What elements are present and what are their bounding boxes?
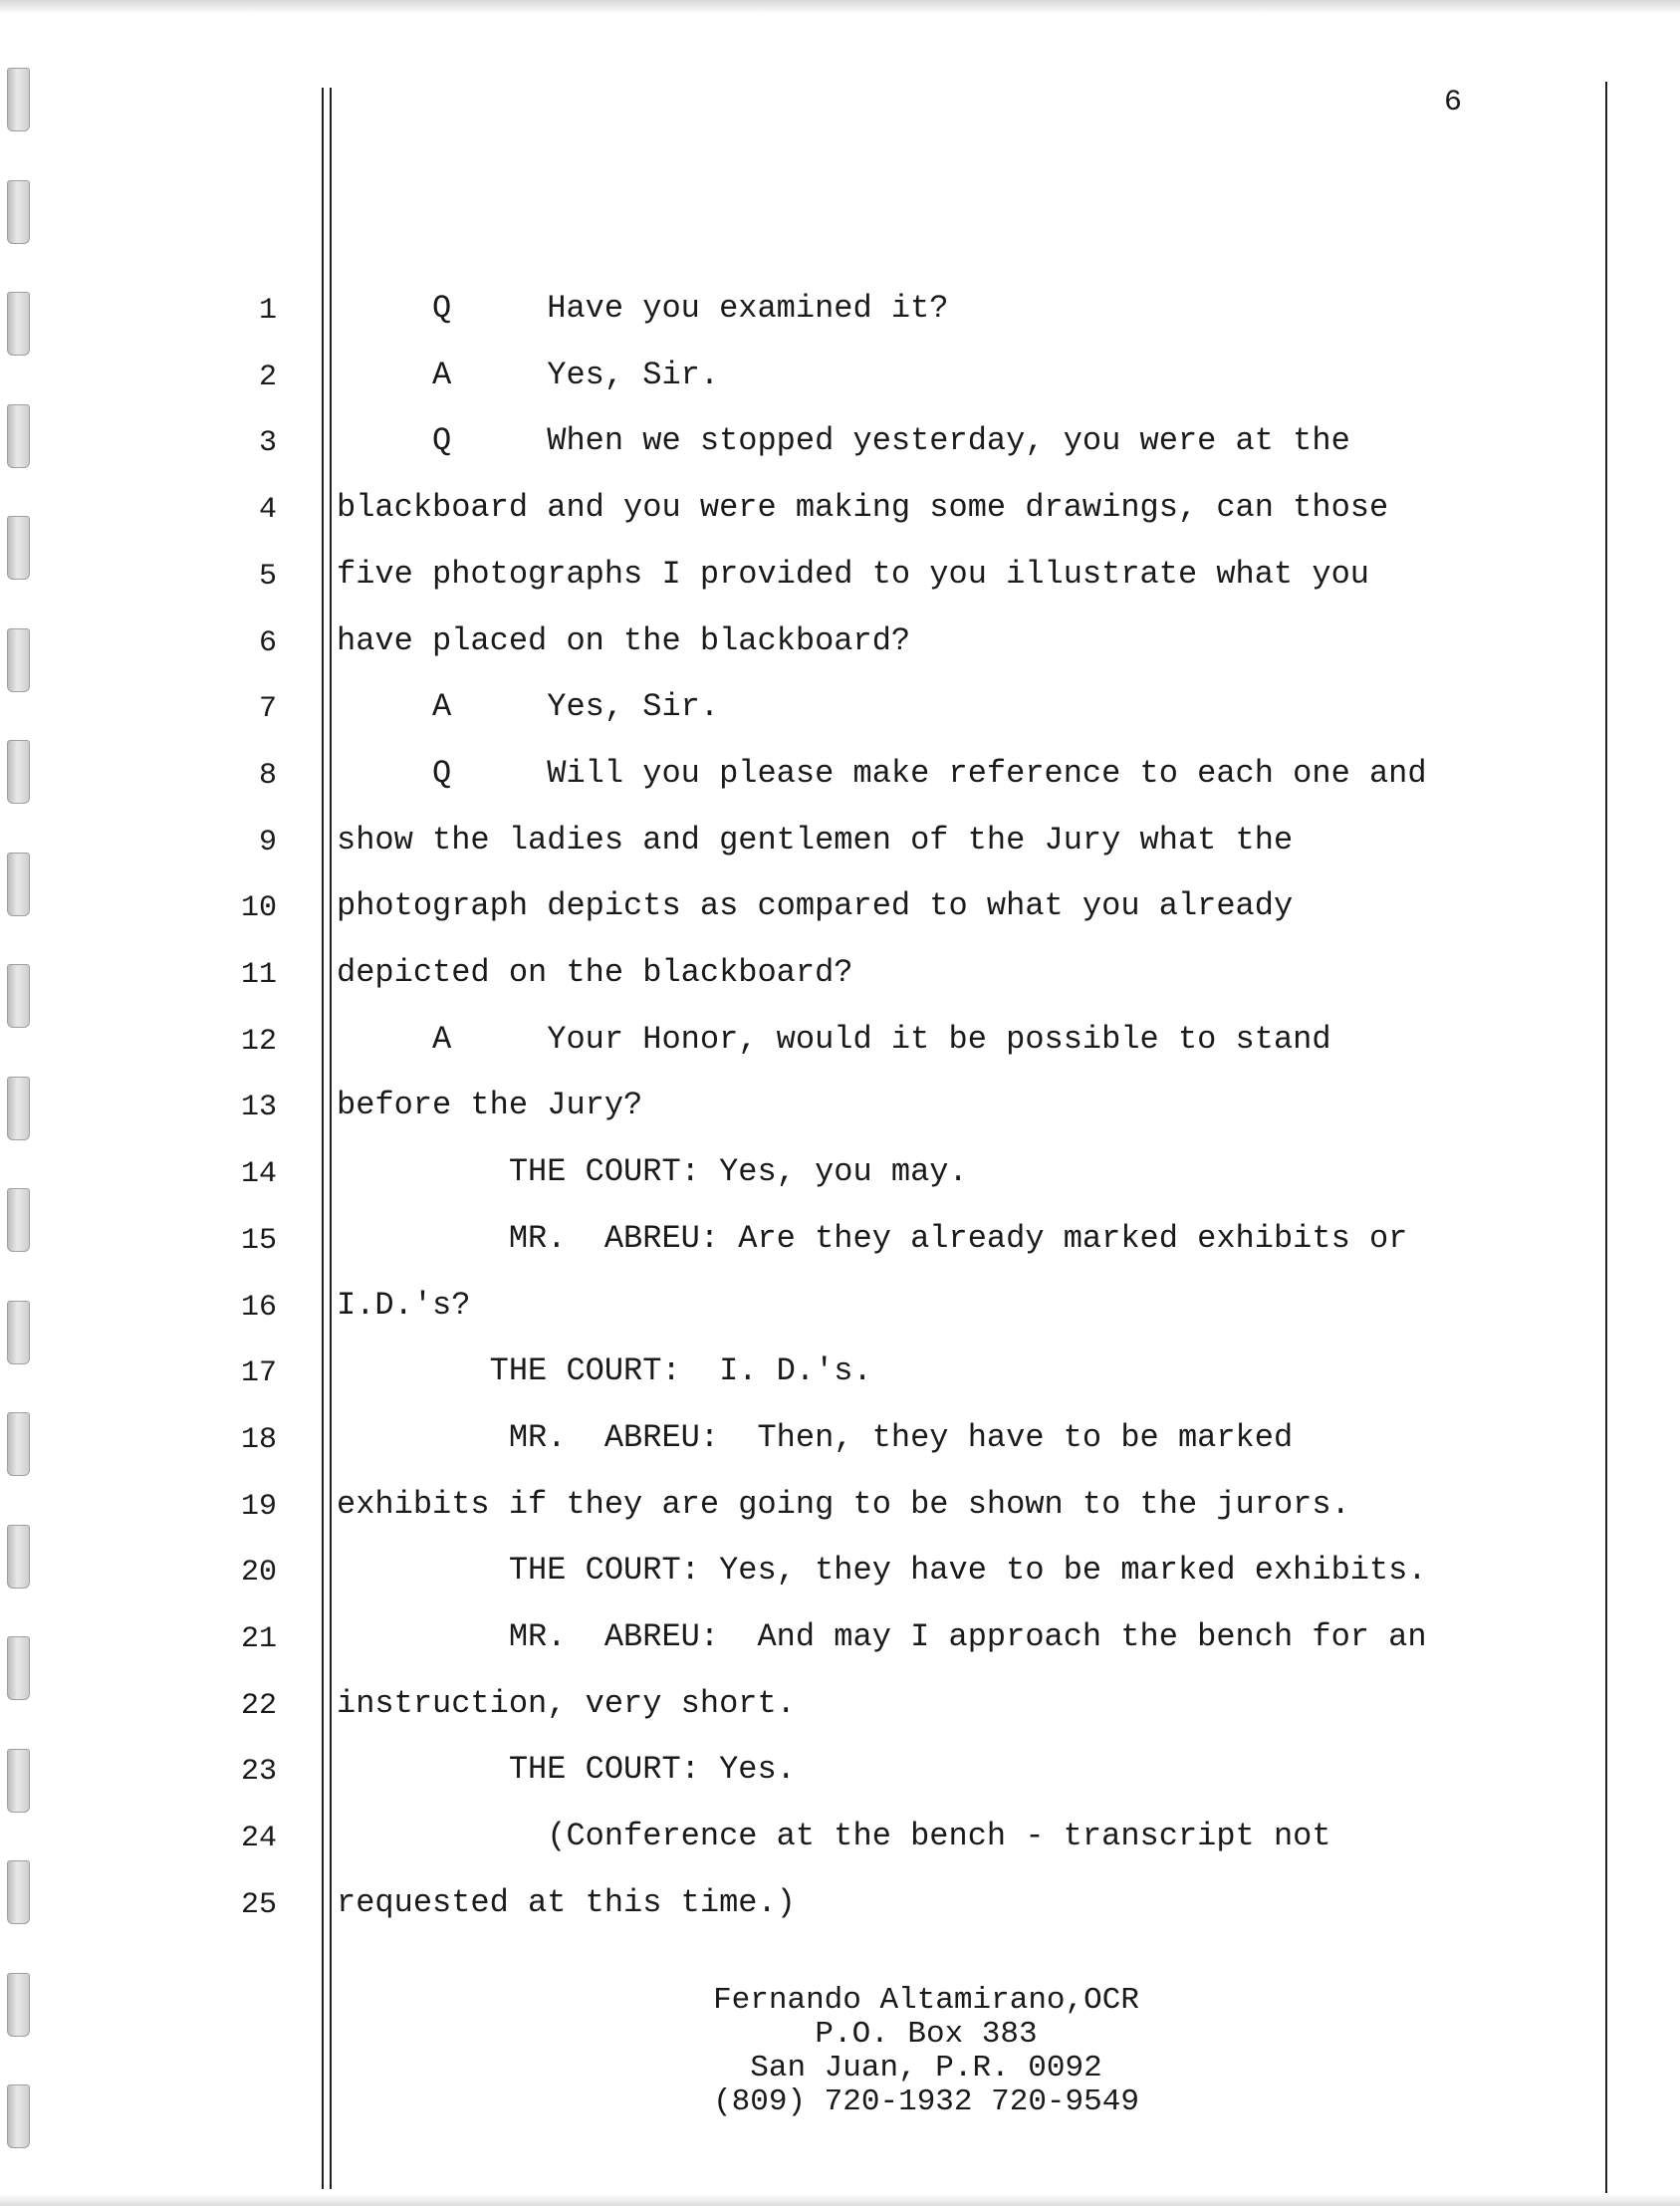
punch-hole — [7, 292, 30, 356]
line-number: 20 — [240, 1556, 277, 1591]
punch-hole — [7, 1301, 30, 1364]
punch-hole — [7, 1412, 30, 1476]
line-number: 16 — [240, 1290, 277, 1325]
punch-hole — [7, 1749, 30, 1813]
reporter-city: San Juan, P.R. 0092 — [750, 2051, 1102, 2085]
transcript-line: Q Have you examined it? — [337, 290, 949, 327]
reporter-phone: (809) 720-1932 720-9549 — [713, 2084, 1139, 2119]
transcript-line: exhibits if they are going to be shown to the jurors. — [337, 1485, 1350, 1523]
transcript-line: before the Jury? — [337, 1087, 643, 1124]
line-number: 22 — [240, 1688, 277, 1723]
line-number: 8 — [258, 758, 277, 793]
line-number: 18 — [240, 1422, 277, 1457]
line-number: 21 — [240, 1622, 277, 1656]
line-number: 9 — [258, 825, 277, 859]
line-number: 14 — [240, 1157, 277, 1192]
transcript-line: MR. ABREU: Are they already marked exhibits or — [337, 1219, 1408, 1257]
punch-hole — [7, 2084, 30, 2148]
line-number: 11 — [240, 958, 277, 992]
line-number: 7 — [258, 692, 277, 727]
punch-hole — [7, 1636, 30, 1700]
transcript-line: THE COURT: Yes, you may. — [337, 1153, 968, 1191]
line-number: 19 — [240, 1489, 277, 1524]
punch-hole — [7, 1860, 30, 1924]
punch-hole — [7, 404, 30, 468]
transcript-line: A Your Honor, would it be possible to stand — [337, 1020, 1331, 1058]
line-number: 23 — [240, 1755, 277, 1790]
line-number: 10 — [240, 891, 277, 926]
line-number: 3 — [258, 426, 277, 461]
transcript-line: MR. ABREU: And may I approach the bench for an — [337, 1618, 1427, 1655]
line-number: 12 — [240, 1024, 277, 1059]
line-number: 24 — [240, 1822, 277, 1856]
transcript-line: five photographs I provided to you illustrate what you — [337, 555, 1369, 593]
line-number: 1 — [258, 294, 277, 328]
transcript-line: Q When we stopped yesterday, you were at the — [337, 422, 1350, 460]
line-number: 25 — [240, 1887, 277, 1922]
punch-hole — [7, 964, 30, 1028]
right-margin-rule — [1605, 82, 1607, 2193]
punch-hole — [7, 1077, 30, 1140]
transcript-line: THE COURT: Yes, they have to be marked exhibits. — [337, 1552, 1427, 1590]
line-number: 4 — [258, 493, 277, 528]
transcript-line: blackboard and you were making some drawings, can those — [337, 489, 1389, 527]
transcript-line: A Yes, Sir. — [337, 356, 720, 393]
transcript-line: requested at this time.) — [337, 1883, 796, 1921]
punch-hole — [7, 68, 30, 131]
transcript-line: depicted on the blackboard? — [337, 954, 853, 991]
transcript-line: MR. ABREU: Then, they have to be marked — [337, 1418, 1294, 1456]
punch-hole — [7, 628, 30, 692]
line-number: 17 — [240, 1356, 277, 1391]
reporter-address: P.O. Box 383 — [815, 2017, 1038, 2052]
line-number: 6 — [258, 625, 277, 660]
page-number: 6 — [1444, 86, 1463, 120]
line-number: 15 — [240, 1223, 277, 1258]
punch-hole — [7, 516, 30, 580]
punch-hole — [7, 1188, 30, 1252]
punch-hole — [7, 1525, 30, 1589]
transcript-line: instruction, very short. — [337, 1684, 796, 1722]
left-margin-rule-outer — [322, 88, 324, 2189]
line-number: 2 — [258, 360, 277, 394]
transcript-line: photograph depicts as compared to what you already — [337, 887, 1294, 925]
punch-hole — [7, 740, 30, 804]
reporter-footer — [329, 1984, 1524, 2119]
transcript-line: show the ladies and gentlemen of the Jury what the — [337, 821, 1294, 858]
transcript-line: (Conference at the bench - transcript not — [337, 1818, 1331, 1855]
punch-hole — [7, 1973, 30, 2037]
punch-hole — [7, 853, 30, 916]
page-top-edge — [0, 0, 1680, 14]
line-number: 5 — [258, 559, 277, 594]
transcript-line: THE COURT: Yes. — [337, 1751, 796, 1789]
left-margin-rule-inner — [330, 88, 332, 2189]
page-bottom-edge — [0, 2194, 1680, 2206]
transcript-line: have placed on the blackboard? — [337, 621, 911, 659]
transcript-line: THE COURT: I. D.'s. — [337, 1352, 872, 1390]
punch-hole — [7, 180, 30, 244]
transcript-line: A Yes, Sir. — [337, 688, 720, 726]
transcript-line: I.D.'s? — [337, 1286, 471, 1324]
reporter-name: Fernando Altamirano,OCR — [713, 1983, 1139, 2018]
line-number: 13 — [240, 1091, 277, 1125]
transcript-line: Q Will you please make reference to each one and — [337, 754, 1427, 792]
